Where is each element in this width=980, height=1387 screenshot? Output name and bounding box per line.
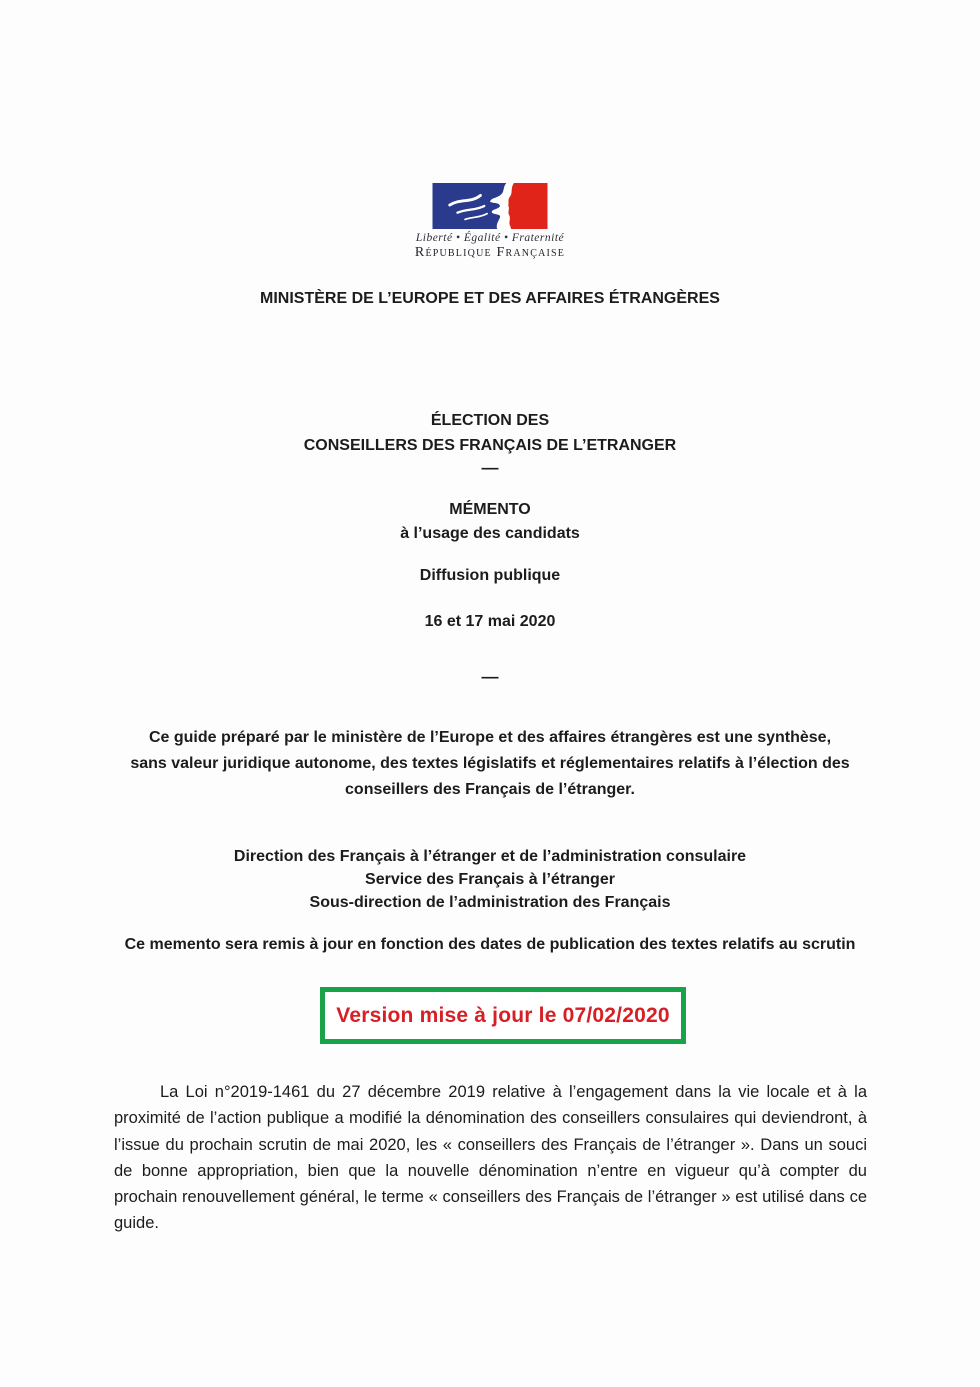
organisation-block — [0, 845, 980, 914]
marianne-flag-icon — [431, 183, 549, 229]
update-note: Ce memento sera remis à jour en fonction des dates de publication des textes relatifs au scrutin — [124, 936, 856, 953]
version-update-box — [320, 987, 686, 1044]
french-republic-logo — [0, 183, 980, 261]
ministry-title: MINISTÈRE DE L’EUROPE ET DES AFFAIRES ÉTRANGÈRES — [260, 290, 720, 307]
org-direction: Direction des Français à l’étranger et de l’administration consulaire — [233, 848, 747, 865]
org-service: Service des Français à l’étranger — [365, 871, 615, 888]
election-title-line2: CONSEILLERS DES FRANÇAIS DE L’ETRANGER — [303, 437, 677, 454]
logo-republic-caption: République Française — [414, 245, 566, 260]
memento-title: MÉMENTO — [449, 501, 531, 518]
diffusion-label: Diffusion publique — [419, 567, 561, 584]
separator-dash: — — [481, 458, 499, 477]
election-title-line1: ÉLECTION DES — [430, 412, 550, 429]
org-sous-direction: Sous-direction de l’administration des Français — [309, 894, 671, 911]
separator-dash: — — [481, 667, 499, 686]
law-paragraph: La Loi n°2019-1461 du 27 décembre 2019 relative à l’engagement dans la vie locale et à la proximité de l’action publique a modifié la dénomination des conseillers consulaires qui deviendront, à l’issue du prochain scrutin de mai 2020, les « conseillers des Français de l’étranger ». Dans un souci de bonne appropriation, bien que la nouvelle dénomination n’entre en vigueur qu’à compter du prochain renouvellement général, le terme « conseillers des Français de l’étranger » est utilisé dans ce guide. — [114, 1083, 867, 1233]
logo-motto: Liberté • Égalité • Fraternité — [415, 232, 565, 244]
intro-paragraph: Ce guide préparé par le ministère de l’Europe et des affaires étrangères est une synthèse, sans valeur juridique autonome, des textes législatifs et réglementaires relatifs à l’élection des conseillers des Français de l’étranger. — [130, 729, 850, 798]
memento-subtitle: à l’usage des candidats — [400, 525, 580, 542]
version-update-text: Version mise à jour le 07/02/2020 — [336, 1003, 670, 1027]
election-dates: 16 et 17 mai 2020 — [424, 613, 556, 630]
memento-title-block — [0, 498, 980, 546]
election-title — [0, 408, 980, 458]
